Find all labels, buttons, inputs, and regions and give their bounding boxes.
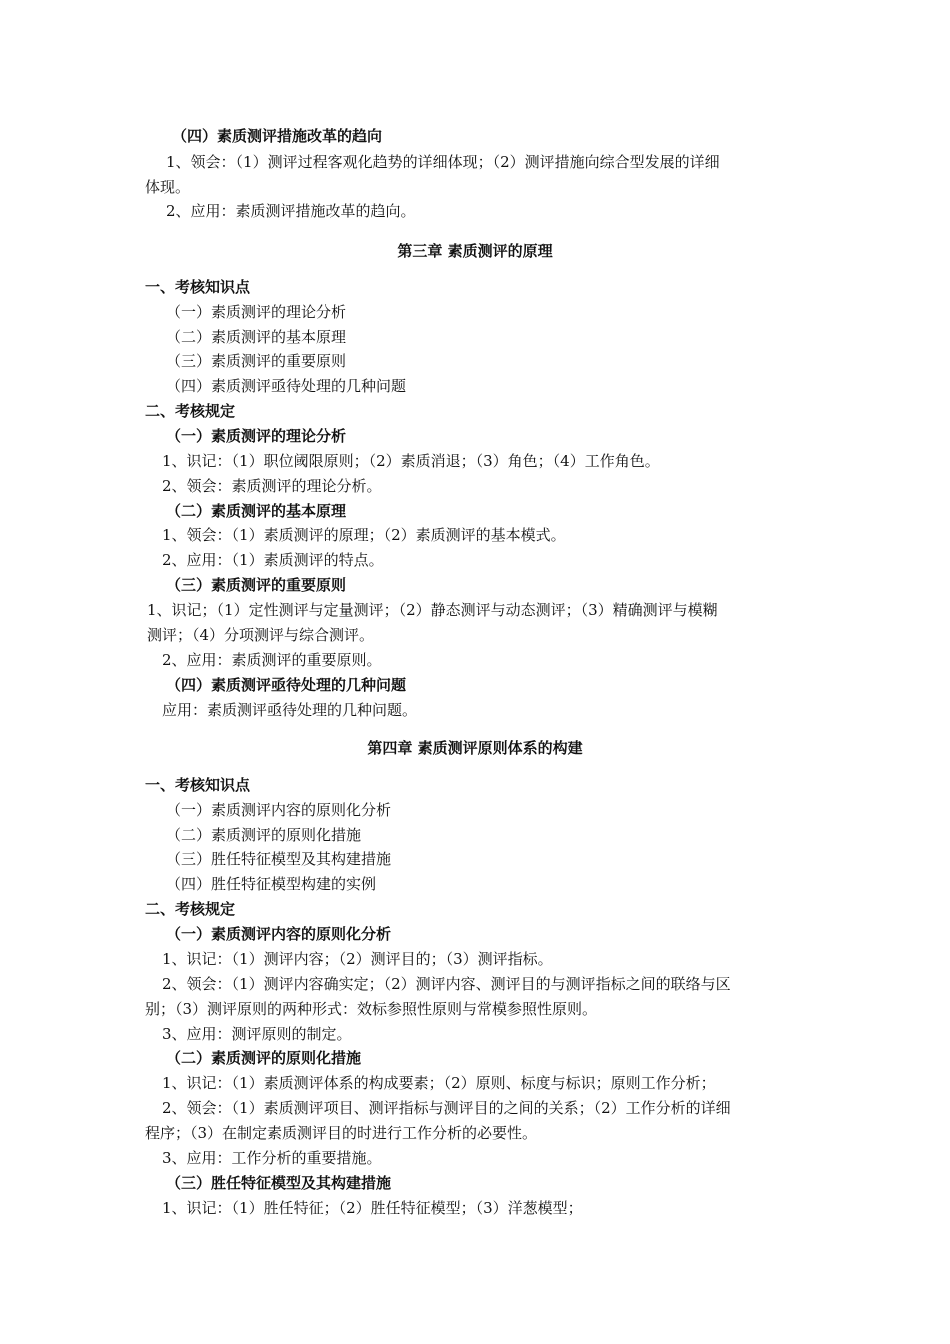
- paragraph-line: 程序；（3）在制定素质测评目的时进行工作分析的必要性。: [145, 1124, 538, 1142]
- chapter-title: 第四章 素质测评原则体系的构建: [367, 739, 583, 757]
- subsection-heading: （二）素质测评的原则化措施: [166, 1049, 362, 1067]
- paragraph-line: 3、应用：测评原则的制定。: [162, 1025, 352, 1043]
- paragraph-line: 1、识记：（1）测评内容；（2）测评目的；（3）测评指标。: [162, 950, 553, 968]
- paragraph-line: 2、领会：（1）测评内容确实定；（2）测评内容、测评目的与测评指标之间的联络与区: [162, 975, 731, 993]
- paragraph-line: 1、识记：（1）素质测评体系的构成要素；（2）原则、标度与标识；原则工作分析；: [162, 1074, 716, 1092]
- paragraph-line: 3、应用：工作分析的重要措施。: [162, 1149, 382, 1167]
- paragraph-line: 2、领会：素质测评的理论分析。: [162, 477, 382, 495]
- paragraph-line: 1、领会：（1）测评过程客观化趋势的详细体现；（2）测评措施向综合型发展的详细: [166, 153, 720, 171]
- section-heading: 二、考核规定: [145, 402, 236, 420]
- list-item: （二）素质测评的原则化措施: [166, 826, 362, 844]
- section-heading: 一、考核知识点: [145, 278, 251, 296]
- subsection-heading: （四）素质测评亟待处理的几种问题: [166, 676, 407, 694]
- paragraph-line: 1、识记；（1）定性测评与定量测评；（2）静态测评与动态测评；（3）精确测评与模糊: [147, 601, 718, 619]
- section-heading: （四）素质测评措施改革的趋向: [172, 127, 383, 145]
- paragraph-line: 1、识记：（1）胜任特征；（2）胜任特征模型；（3）洋葱模型；: [162, 1199, 583, 1217]
- subsection-heading: （三）胜任特征模型及其构建措施: [166, 1174, 392, 1192]
- subsection-heading: （三）素质测评的重要原则: [166, 576, 347, 594]
- list-item: （三）素质测评的重要原则: [166, 352, 347, 370]
- list-item: （四）胜任特征模型构建的实例: [166, 875, 377, 893]
- paragraph-line: 体现。: [145, 178, 191, 196]
- subsection-heading: （一）素质测评内容的原则化分析: [166, 925, 392, 943]
- paragraph-line: 测评；（4）分项测评与综合测评。: [147, 626, 375, 644]
- subsection-heading: （一）素质测评的理论分析: [166, 427, 347, 445]
- paragraph-line: 1、领会：（1）素质测评的原理；（2）素质测评的基本模式。: [162, 526, 566, 544]
- subsection-heading: （二）素质测评的基本原理: [166, 502, 347, 520]
- list-item: （三）胜任特征模型及其构建措施: [166, 850, 392, 868]
- list-item: （二）素质测评的基本原理: [166, 328, 347, 346]
- paragraph-line: 2、应用：（1）素质测评的特点。: [162, 551, 384, 569]
- list-item: （四）素质测评亟待处理的几种问题: [166, 377, 407, 395]
- paragraph-line: 2、应用：素质测评的重要原则。: [162, 651, 382, 669]
- chapter-title: 第三章 素质测评的原理: [397, 242, 553, 260]
- list-item: （一）素质测评内容的原则化分析: [166, 801, 392, 819]
- section-heading: 二、考核规定: [145, 900, 236, 918]
- paragraph-line: 1、识记：（1）职位阈限原则；（2）素质消退；（3）角色；（4）工作角色。: [162, 452, 660, 470]
- paragraph-line: 别；（3）测评原则的两种形式：效标参照性原则与常模参照性原则。: [145, 1000, 598, 1018]
- section-heading: 一、考核知识点: [145, 776, 251, 794]
- list-item: （一）素质测评的理论分析: [166, 303, 347, 321]
- paragraph-line: 2、领会：（1）素质测评项目、测评指标与测评目的之间的关系；（2）工作分析的详细: [162, 1099, 731, 1117]
- paragraph-line: 应用：素质测评亟待处理的几种问题。: [162, 701, 418, 719]
- paragraph-line: 2、应用：素质测评措施改革的趋向。: [166, 202, 416, 220]
